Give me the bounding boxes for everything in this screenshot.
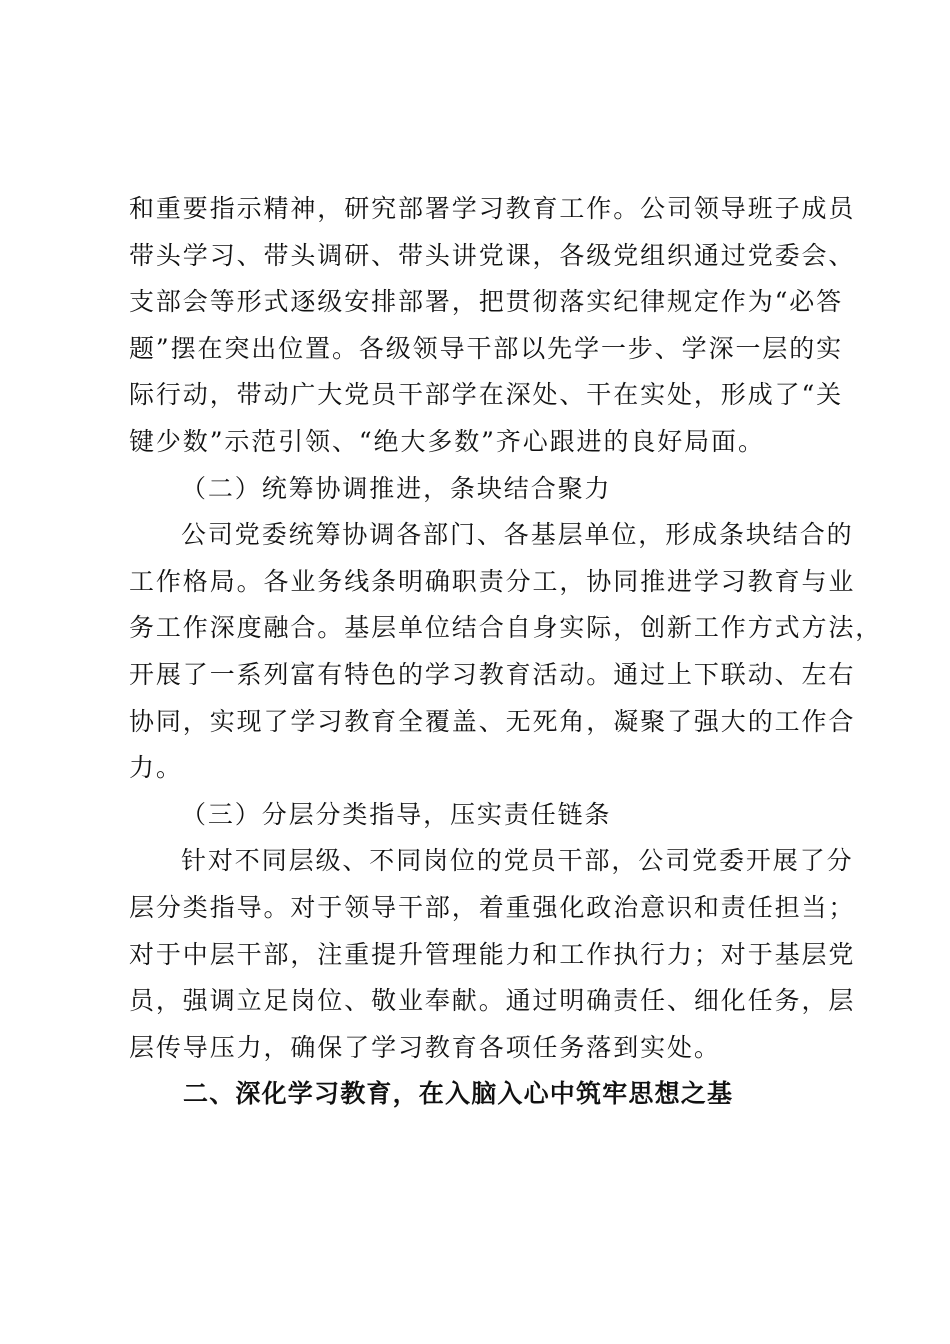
text-line: 带头学习、带头调研、带头讲党课，各级党组织通过党委会、 xyxy=(129,240,856,270)
section-heading-guidance: （三）分层分类指导，压实责任链条 xyxy=(181,799,612,829)
text-line: 员，强调立足岗位、敬业奉献。通过明确责任、细化任务，层 xyxy=(129,986,856,1016)
text-line: 公司党委统筹协调各部门、各基层单位，形成条块结合的 xyxy=(181,520,854,550)
text-line: 层分类指导。对于领导干部，着重强化政治意识和责任担当； xyxy=(129,892,856,922)
text-line: 开展了一系列富有特色的学习教育活动。通过上下联动、左右 xyxy=(129,659,856,689)
text-line: 支部会等形式逐级安排部署，把贯彻落实纪律规定作为“必答 xyxy=(129,287,844,317)
text-line: 务工作深度融合。基层单位结合自身实际，创新工作方式方法， xyxy=(129,613,883,643)
section-heading-coordination: （二）统筹协调推进，条块结合聚力 xyxy=(181,473,612,503)
text-line: 键少数”示范引领、“绝大多数”齐心跟进的良好局面。 xyxy=(129,426,765,456)
paragraph-leadership xyxy=(129,186,856,466)
paragraph-coordination xyxy=(129,512,883,792)
paragraph-guidance xyxy=(129,838,856,1071)
chapter-heading: 二、深化学习教育，在入脑入心中筑牢思想之基 xyxy=(183,1079,734,1109)
text-line: 和重要指示精神，研究部署学习教育工作。公司领导班子成员 xyxy=(129,194,856,223)
text-line: 针对不同层级、不同岗位的党员干部，公司党委开展了分 xyxy=(181,846,854,876)
text-line: 力。 xyxy=(129,753,183,783)
document-page xyxy=(129,186,883,1118)
text-line: 协同，实现了学习教育全覆盖、无死角，凝聚了强大的工作合 xyxy=(129,706,856,736)
text-line: 对于中层干部，注重提升管理能力和工作执行力；对于基层党 xyxy=(129,939,856,969)
text-line: 际行动，带动广大党员干部学在深处、干在实处，形成了“关 xyxy=(129,380,844,410)
text-line: 题”摆在突出位置。各级领导干部以先学一步、学深一层的实 xyxy=(129,333,844,363)
text-line: 层传导压力，确保了学习教育各项任务落到实处。 xyxy=(129,1032,721,1062)
text-line: 工作格局。各业务线条明确职责分工，协同推进学习教育与业 xyxy=(129,566,856,596)
